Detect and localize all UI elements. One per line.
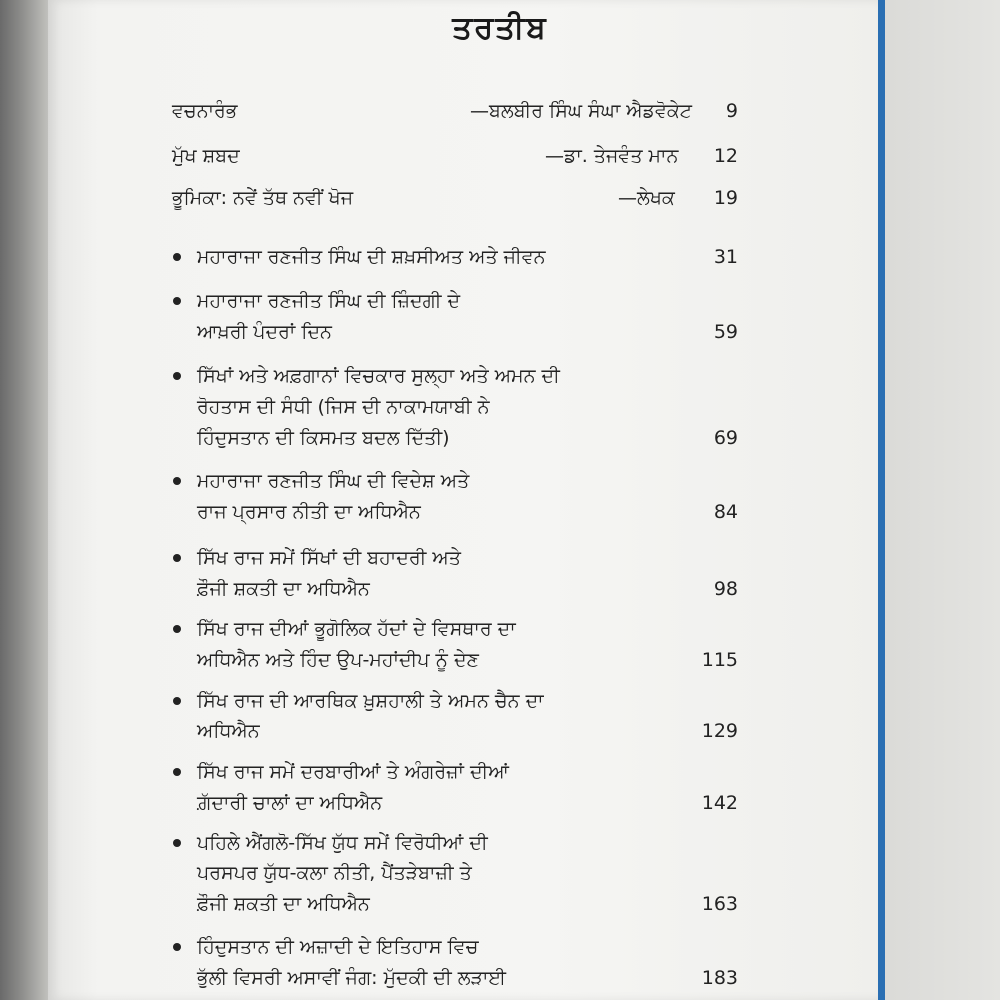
toc-front-author: —ਲੇਖਕ [618, 187, 675, 209]
toc-page-number: 163 [701, 893, 738, 915]
bullet-icon [173, 372, 181, 380]
toc-page-number: 59 [713, 321, 738, 343]
toc-chapter-line: ਅਧਿਐਨ [197, 720, 260, 742]
toc-chapter-line: ਸਿੱਖਾਂ ਅਤੇ ਅਫ਼ਗਾਨਾਂ ਵਿਚਕਾਰ ਸੁਲ੍ਹਾ ਅਤੇ ਅਮਨ ਦੀ [197, 365, 560, 387]
toc-chapter-line: ਪਹਿਲੇ ਐਂਗਲੋ-ਸਿੱਖ ਯੁੱਧ ਸਮੇਂ ਵਿਰੋਧੀਆਂ ਦੀ [197, 832, 488, 854]
toc-chapter-line: ਮਹਾਰਾਜਾ ਰਣਜੀਤ ਸਿੰਘ ਦੀ ਜ਼ਿੰਦਗੀ ਦੇ [197, 290, 461, 312]
page-title: ਤਰਤੀਬ [452, 10, 548, 46]
bullet-icon [173, 697, 181, 705]
toc-chapter-line: ਫ਼ੌਜੀ ਸ਼ਕਤੀ ਦਾ ਅਧਿਐਨ [197, 578, 370, 600]
toc-page-number: 9 [725, 100, 738, 122]
toc-front-label: ਭੂਮਿਕਾ: ਨਵੇਂ ਤੱਥ ਨਵੀਂ ਖੋਜ [172, 187, 354, 209]
toc-chapter-line: ਹਿੰਦੁਸਤਾਨ ਦੀ ਕਿਸਮਤ ਬਦਲ ਦਿੱਤੀ) [197, 427, 450, 449]
toc-chapter-line: ਸਿੱਖ ਰਾਜ ਸਮੇਂ ਸਿੱਖਾਂ ਦੀ ਬਹਾਦਰੀ ਅਤੇ [197, 547, 461, 569]
toc-page-number: 19 [713, 187, 738, 209]
bullet-icon [173, 839, 181, 847]
toc-chapter-line: ਭੁੱਲੀ ਵਿਸਰੀ ਅਸਾਵੀਂ ਜੰਗ: ਮੁੱਦਕੀ ਦੀ ਲੜਾਈ [197, 967, 507, 989]
toc-page-number: 69 [713, 427, 738, 449]
toc-chapter-line: ਅਧਿਐਨ ਅਤੇ ਹਿੰਦ ਉਪ-ਮਹਾਂਦੀਪ ਨੂੰ ਦੇਣ [197, 649, 479, 671]
toc-front-author: —ਬਲਬੀਰ ਸਿੰਘ ਸੰਘਾ ਐਡਵੋਕੇਟ [470, 100, 692, 122]
toc-chapter-line: ਮਹਾਰਾਜਾ ਰਣਜੀਤ ਸਿੰਘ ਦੀ ਵਿਦੇਸ਼ ਅਤੇ [197, 470, 470, 492]
bullet-icon [173, 625, 181, 633]
toc-chapter-line: ਮਹਾਰਾਜਾ ਰਣਜੀਤ ਸਿੰਘ ਦੀ ਸ਼ਖ਼ਸੀਅਤ ਅਤੇ ਜੀਵਨ [197, 246, 546, 268]
toc-chapter-line: ਆਖ਼ਰੀ ਪੰਦਰਾਂ ਦਿਨ [197, 321, 332, 343]
toc-page-number: 183 [701, 967, 738, 989]
toc-page-number: 12 [713, 145, 738, 167]
bullet-icon [173, 477, 181, 485]
toc-chapter-line: ਫ਼ੌਜੀ ਸ਼ਕਤੀ ਦਾ ਅਧਿਐਨ [197, 893, 370, 915]
toc-chapter-line: ਸਿੱਖ ਰਾਜ ਸਮੇਂ ਦਰਬਾਰੀਆਂ ਤੇ ਅੰਗਰੇਜ਼ਾਂ ਦੀਆਂ [197, 761, 510, 783]
toc-chapter-line: ਸਿੱਖ ਰਾਜ ਦੀ ਆਰਥਿਕ ਖ਼ੁਸ਼ਹਾਲੀ ਤੇ ਅਮਨ ਚੈਨ ਦਾ [197, 690, 544, 712]
toc-front-label: ਵਚਨਾਰੰਭ [172, 100, 238, 122]
toc-chapter-line: ਪਰਸਪਰ ਯੁੱਧ-ਕਲਾ ਨੀਤੀ, ਪੈਂਤੜੇਬਾਜ਼ੀ ਤੇ [197, 862, 472, 884]
toc-chapter-line: ਸਿੱਖ ਰਾਜ ਦੀਆਂ ਭੂਗੋਲਿਕ ਹੱਦਾਂ ਦੇ ਵਿਸਥਾਰ ਦਾ [197, 618, 516, 640]
toc-page-number: 98 [713, 578, 738, 600]
bullet-icon [173, 554, 181, 562]
bullet-icon [173, 768, 181, 776]
bullet-icon [173, 943, 181, 951]
toc-page-number: 31 [713, 246, 738, 268]
toc-page-number: 142 [701, 792, 738, 814]
bullet-icon [173, 297, 181, 305]
toc-page-number: 84 [713, 501, 738, 523]
toc-front-author: —ਡਾ. ਤੇਜਵੰਤ ਮਾਨ [545, 145, 679, 167]
toc-chapter-line: ਗ਼ੱਦਾਰੀ ਚਾਲਾਂ ਦਾ ਅਧਿਐਨ [197, 792, 383, 814]
toc-chapter-line: ਰਾਜ ਪ੍ਰਸਾਰ ਨੀਤੀ ਦਾ ਅਧਿਐਨ [197, 501, 421, 523]
toc-front-label: ਮੁੱਖ ਸ਼ਬਦ [172, 145, 240, 167]
toc-chapter-line: ਹਿੰਦੁਸਤਾਨ ਦੀ ਅਜ਼ਾਦੀ ਦੇ ਇਤਿਹਾਸ ਵਿਚ [197, 936, 479, 958]
bullet-icon [173, 253, 181, 261]
toc-chapter-line: ਰੋਹਤਾਸ ਦੀ ਸੰਧੀ (ਜਿਸ ਦੀ ਨਾਕਾਮਯਾਬੀ ਨੇ [197, 396, 490, 418]
toc-page-number: 115 [701, 649, 738, 671]
toc-page-number: 129 [701, 720, 738, 742]
